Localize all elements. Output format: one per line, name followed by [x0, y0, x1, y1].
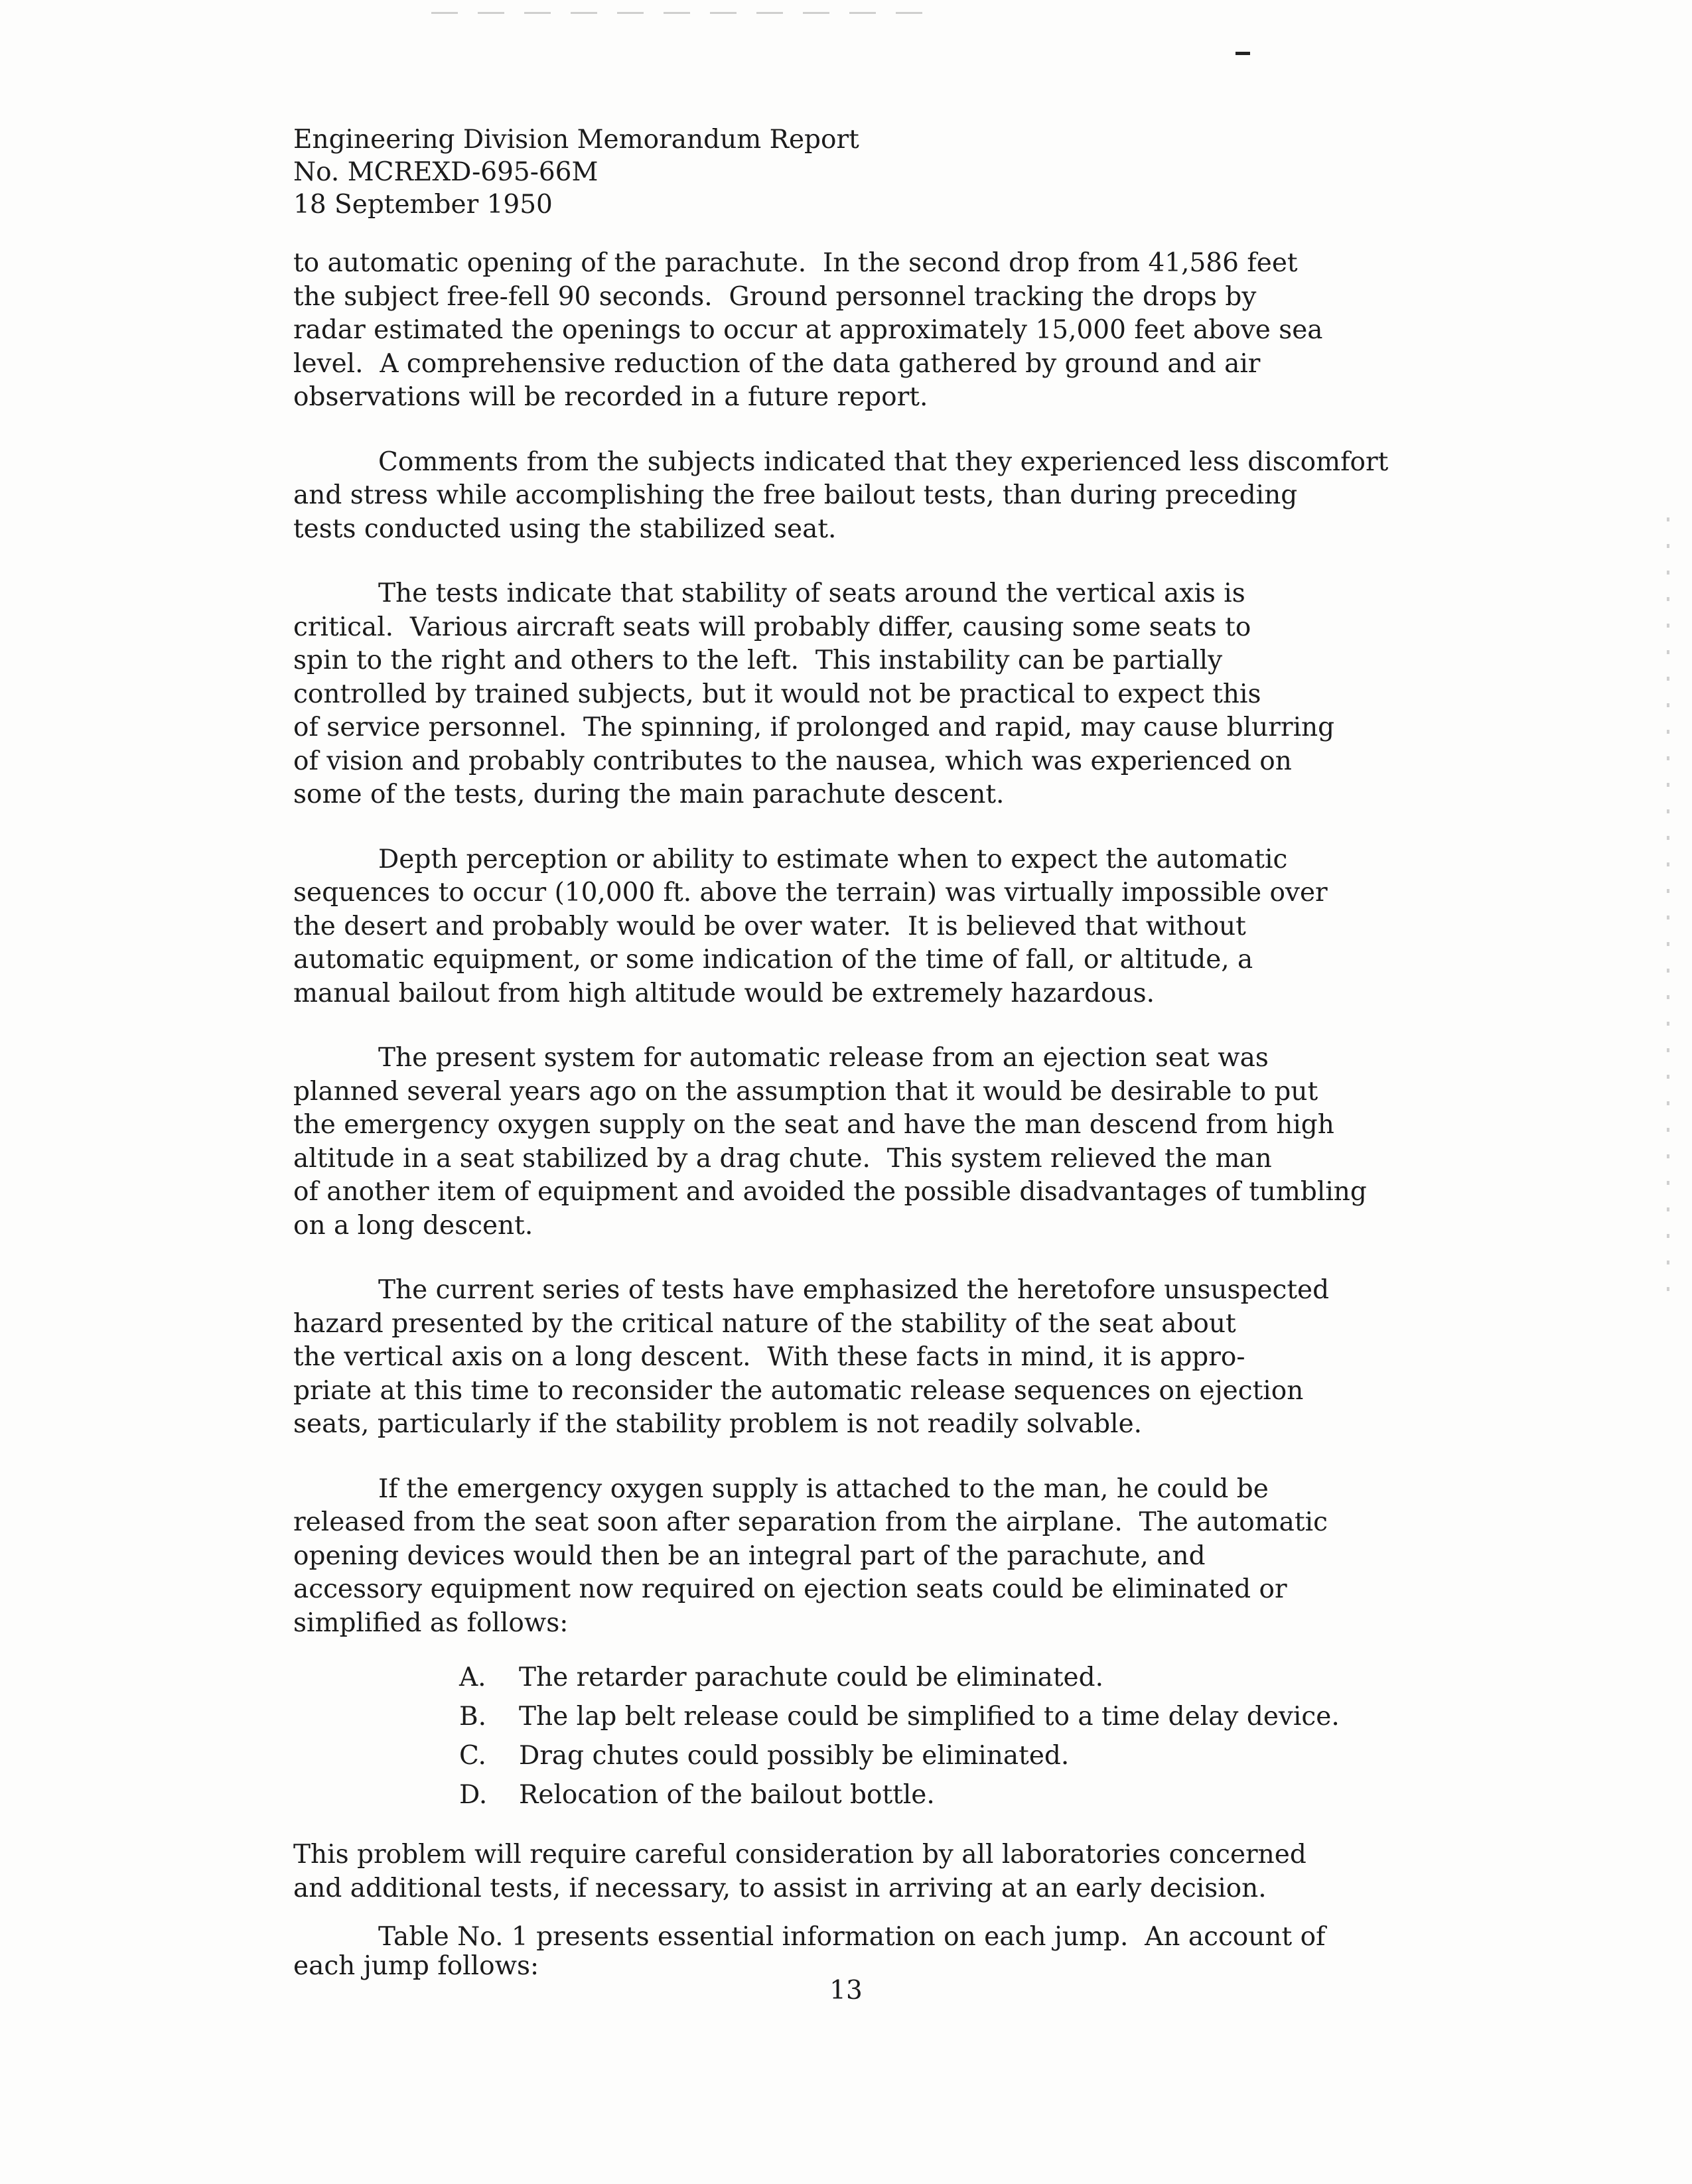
paragraph-seat-stability: The tests indicate that stability of seats around the vertical axis is critical. Various aircraft seats will probably differ, causing some seats to spin to the right and others to the left. This instability can be partially controlled by trained subjects, but it would not be practical to expect this of service personnel. The spinning, if prolonged and rapid, may cause blurring of vision and probably contributes to the nausea, which was experienced on some of the tests, during the main parachute descent. — [293, 579, 1335, 809]
paragraph-current-tests: The current series of tests have emphasized the heretofore unsuspected hazard presented by the critical nature of the stability of the seat about the vertical axis on a long descent. With these facts in mind, it is appro- priate at this time to reconsider the automatic release sequences on ejection seats, particularly if the stability problem is not readily solvable. — [293, 1275, 1330, 1439]
list-text: Drag chutes could possibly be eliminated. — [519, 1741, 1070, 1771]
report-date: 18 September 1950 — [293, 190, 553, 220]
list-marker: C. — [459, 1741, 486, 1771]
list-marker: B. — [459, 1702, 487, 1732]
paragraph-careful-consideration: This problem will require careful consideration by all laboratories concerned and additional tests, if necessary, to assist in arriving at an early decision. — [293, 1840, 1306, 1903]
paragraph-oxygen-supply: If the emergency oxygen supply is attached to the man, he could be released from the seat soon after separation from the airplane. The automatic opening devices would then be an integral part of the parachute, and accessory equipment now required on ejection seats could be eliminated or simplified as follows: — [293, 1473, 1328, 1638]
report-division: Engineering Division Memorandum Report — [293, 125, 859, 155]
paragraph-depth-perception: Depth perception or ability to estimate when to expect the automatic sequences to occur (10,000 ft. above the terrain) was virtually impossible over the desert and probably would be over water. It is believed that without automatic equipment, or some indication of the time of fall, or altitude, a manual bailout from high altitude would be extremely hazardous. — [293, 844, 1328, 1008]
paragraph-table-reference: Table No. 1 presents essential information on each jump. An account of each jump follows: — [293, 1922, 1326, 1981]
list-marker: A. — [459, 1663, 486, 1692]
paragraph-present-system: The present system for automatic release from an ejection seat was planned several years ago on the assumption that it would be desirable to put the emergency oxygen supply on the seat and have the man descend from high altitude in a seat stabilized by a drag chute. This system relieved the man of another item of equipment and avoided the possible disadvantages of tumbling on a long descent. — [293, 1043, 1367, 1241]
scan-artifact-top — [431, 12, 936, 14]
list-text: The lap belt release could be simplified to a time delay device. — [519, 1702, 1340, 1732]
report-body — [293, 247, 1607, 1981]
scan-artifact-margin — [1667, 517, 1669, 1300]
list-text: The retarder parachute could be eliminated. — [519, 1663, 1104, 1692]
report-header — [293, 123, 859, 221]
list-item — [459, 1775, 1607, 1814]
paragraph-continuation: to automatic opening of the parachute. In the second drop from 41,586 feet the subject free-fell 90 seconds. Ground personnel tracking the drops by radar estimated the openings to occur at approximately 15,000 feet above sea level. A comprehensive reduction of the data gathered by ground and air observations will be recorded in a future report. — [293, 248, 1323, 412]
list-item — [459, 1697, 1607, 1736]
list-marker: D. — [459, 1780, 488, 1810]
simplification-list — [293, 1658, 1607, 1814]
list-item — [459, 1658, 1607, 1697]
page-number: 13 — [829, 1976, 863, 2006]
list-text: Relocation of the bailout bottle. — [519, 1780, 935, 1810]
report-number: No. MCREXD-695-66M — [293, 157, 599, 187]
scan-artifact-dash — [1235, 52, 1250, 55]
paragraph-subject-comments: Comments from the subjects indicated that they experienced less discomfort and stress while accomplishing the free bailout tests, than during preceding tests conducted using the stabilized seat. — [293, 446, 1389, 544]
list-item — [459, 1736, 1607, 1775]
